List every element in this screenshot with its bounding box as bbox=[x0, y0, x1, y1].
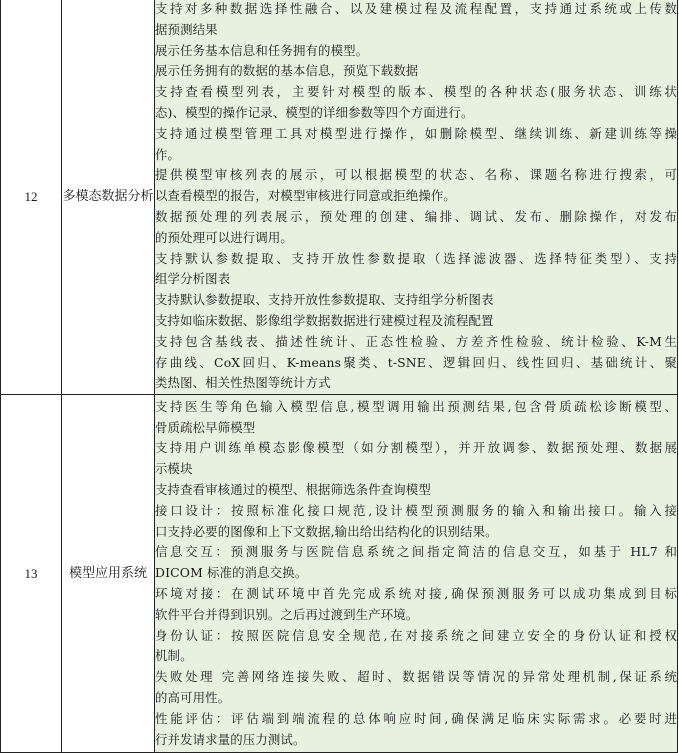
description-line: 的预处理可以进行调用。 bbox=[155, 229, 293, 245]
description-line: 支持默认参数提取、支持开放性参数提取（选择滤波器、选择特征类型）、支持 bbox=[155, 250, 677, 266]
description-line: 展示任务基本信息和任务拥有的模型。 bbox=[155, 42, 369, 58]
description-line: 数据预处理的列表展示，预处理的创建、编排、调试、发布、删除操作，对发布 bbox=[155, 208, 677, 224]
description-line: 信息交互：预测服务与医院信息系统之间指定简洁的信息交互，如基于 HL7 和 bbox=[155, 544, 677, 560]
row-number: 13 bbox=[1, 395, 62, 753]
feature-description bbox=[155, 395, 678, 753]
description-line: 支持对多种数据选择性融合、以及建模过程及流程配置，支持通过系统或上传数 bbox=[155, 1, 677, 16]
description-line: 以查看模型的报告，对模型审核进行同意或拒绝操作。 bbox=[155, 188, 456, 204]
description-line: DICOM 标准的消息交换。 bbox=[155, 565, 308, 581]
description-line: 组学分析图表 bbox=[155, 271, 231, 287]
description-line: 支持如临床数据、影像组学数据数据进行建模过程及流程配置 bbox=[155, 312, 494, 328]
description-line: 支持包含基线表、描述性统计、正态性检验、方差齐性检验、统计检验、K-M生 bbox=[155, 333, 677, 349]
description-line: 支持查看模型列表，主要针对模型的版本、模型的各种状态(服务状态、训练状 bbox=[155, 84, 677, 100]
description-line: 身份认证：按照医院信息安全规范,在对接系统之间建立安全的身份认证和授权 bbox=[155, 627, 677, 643]
description-line: 据预测结果 bbox=[155, 21, 218, 37]
description-line: 性能评估：评估端到端流程的总体响应时间,确保满足临床实际需求。必要时进 bbox=[155, 710, 677, 726]
description-line: 提供模型审核列表的展示，可以根据模型的状态、名称、课题名称进行搜索，可 bbox=[155, 167, 677, 183]
description-line: 类热图、相关性热图等统计方式 bbox=[155, 375, 331, 391]
description-line: 展示任务拥有的数据的基本信息，预览下载数据 bbox=[155, 63, 419, 79]
description-line: 的高可用性。 bbox=[155, 690, 231, 706]
description-line: 骨质疏松早筛模型 bbox=[155, 419, 256, 435]
description-line: 失败处理 完善网络连接失败、超时、数据错误等情况的异常处理机制,保证系统 bbox=[155, 669, 677, 685]
description-line: 支持默认参数提取、支持开放性参数提取、支持组学分析图表 bbox=[155, 292, 494, 308]
description-line: 口支持必要的图像和上下文数据,输出给出结构化的识别结果。 bbox=[155, 523, 498, 539]
description-line: 支持查看审核通过的模型、根据筛选条件查询模型 bbox=[155, 482, 431, 498]
feature-name: 多模态数据分析 bbox=[62, 0, 155, 395]
description-line: 行并发请求量的压力测试。 bbox=[155, 731, 306, 747]
description-line: 软件平台并得到识别。之后再过渡到生产环境。 bbox=[155, 606, 419, 622]
description-line: 示模块 bbox=[155, 461, 193, 477]
description-line: 支持用户训练单模态影像模型（如分割模型），并开放调参、数据预处理、数据展 bbox=[155, 440, 677, 456]
description-line: 支持医生等角色输入模型信息,模型调用输出预测结果,包含骨质疏松诊断模型、 bbox=[155, 398, 677, 414]
description-line: 支持通过模型管理工具对模型进行操作，如删除模型、继续训练、新建训练等操 bbox=[155, 125, 677, 141]
description-line: 存曲线、CoX回归、K-means聚类、t-SNE、逻辑回归、线性回归、基础统计、聚 bbox=[155, 354, 677, 370]
table-row bbox=[1, 395, 678, 753]
description-line: 机制。 bbox=[155, 648, 193, 664]
feature-description bbox=[155, 0, 678, 395]
row-number: 12 bbox=[1, 0, 62, 395]
table-row bbox=[1, 0, 678, 395]
feature-name: 模型应用系统 bbox=[62, 395, 155, 753]
description-line: 作。 bbox=[155, 146, 181, 162]
description-line: 环境对接：在测试环境中首先完成系统对接,确保预测服务可以成功集成到目标 bbox=[155, 586, 677, 602]
description-line: 态)、模型的操作记录、模型的详细参数等四个方面进行。 bbox=[155, 104, 474, 120]
description-line: 接口设计：按照标准化接口规范,设计模型预测服务的输入和输出接口。输入接 bbox=[155, 502, 677, 518]
